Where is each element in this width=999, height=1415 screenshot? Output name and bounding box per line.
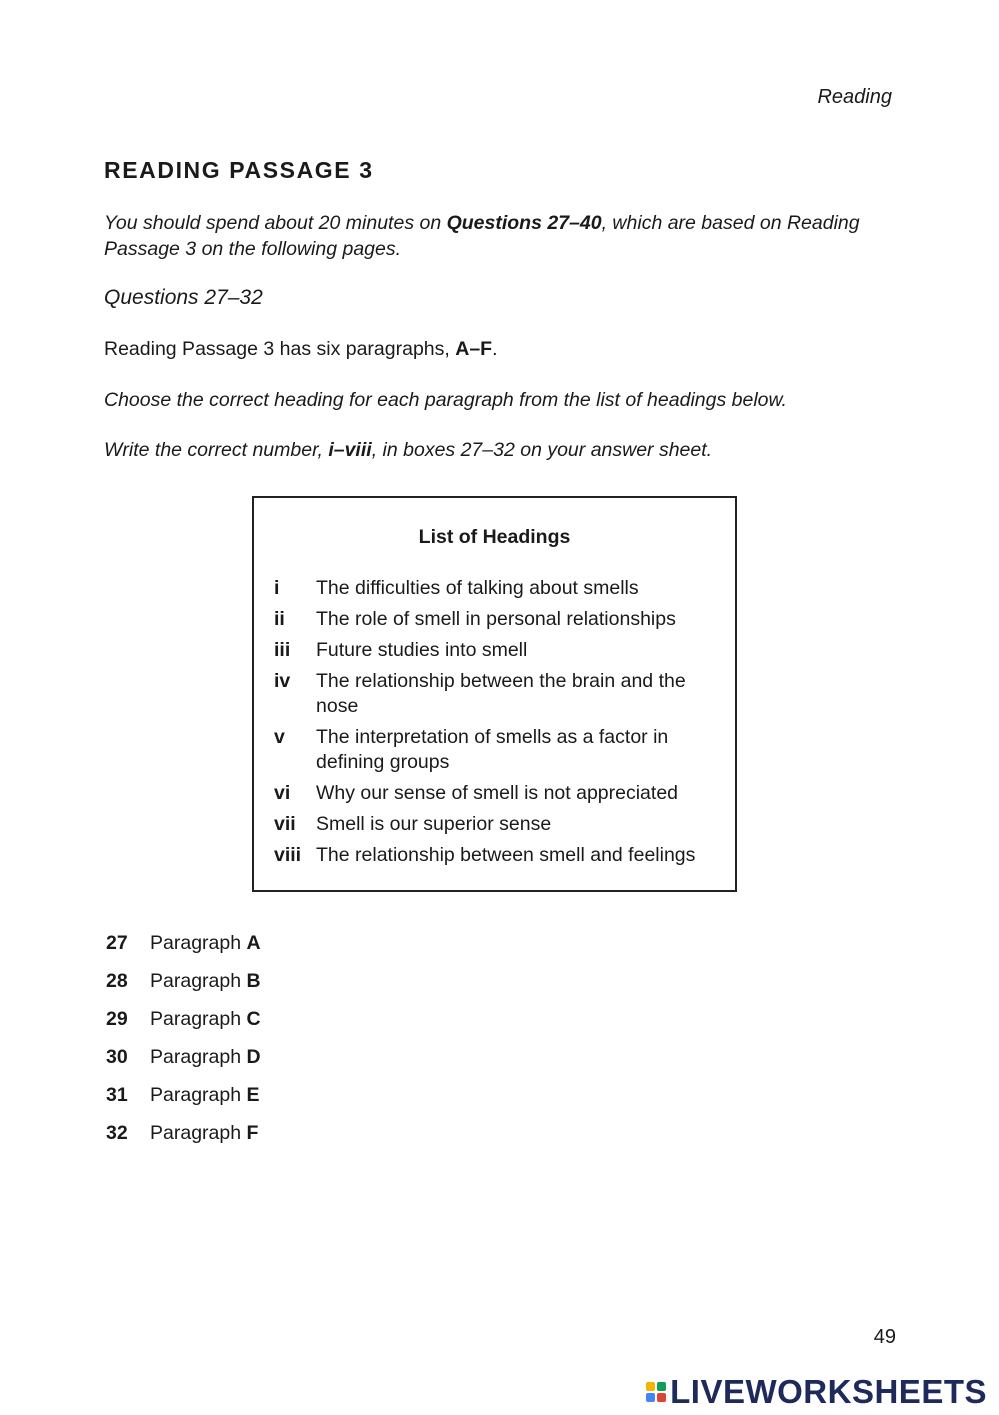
logo-square [646, 1393, 655, 1402]
instruction-choose: Choose the correct heading for each paragraph from the list of headings below. [104, 389, 787, 411]
question-item: 29 Paragraph C [106, 1008, 261, 1030]
heading-item: iv The relationship between the brain and the nose [274, 670, 686, 717]
page-title: READING PASSAGE 3 [104, 157, 374, 183]
heading-item: v The interpretation of smells as a factor in defining groups [274, 726, 669, 773]
question-item: 31 Paragraph E [106, 1084, 260, 1106]
liveworksheets-brand[interactable] [646, 1373, 987, 1411]
question-item: 27 Paragraph A [106, 932, 261, 954]
intro-text: You should spend about 20 minutes on Questions 27–40, which are based on Reading Passage 3 on the following pages. [104, 212, 860, 260]
logo-square [657, 1382, 666, 1391]
heading-item: viii The relationship between smell and feelings [274, 844, 696, 866]
headings-box [252, 496, 737, 892]
heading-item: vi Why our sense of smell is not appreciated [274, 782, 679, 804]
logo-square [646, 1382, 655, 1391]
question-item: 32 Paragraph F [106, 1122, 259, 1144]
heading-item: i The difficulties of talking about smells [274, 577, 639, 599]
question-range: Questions 27–32 [104, 286, 263, 309]
headings-box-title: List of Headings [418, 526, 571, 548]
liveworksheets-logo-icon [646, 1382, 666, 1402]
heading-item: ii The role of smell in personal relationships [274, 608, 676, 630]
question-item: 30 Paragraph D [106, 1046, 261, 1068]
section-label: Reading [817, 86, 892, 108]
instruction-write: Write the correct number, i–viii, in boxes 27–32 on your answer sheet. [104, 439, 713, 461]
question-list [106, 932, 261, 1160]
page-number: 49 [873, 1326, 896, 1348]
question-item: 28 Paragraph B [106, 970, 261, 992]
heading-item: iii Future studies into smell [274, 639, 528, 661]
instruction-paragraphs: Reading Passage 3 has six paragraphs, A–F. [104, 338, 498, 360]
heading-item: vii Smell is our superior sense [274, 813, 552, 835]
brand-text: LIVEWORKSHEETS [670, 1373, 987, 1410]
logo-square [657, 1393, 666, 1402]
headings-list [274, 576, 724, 874]
